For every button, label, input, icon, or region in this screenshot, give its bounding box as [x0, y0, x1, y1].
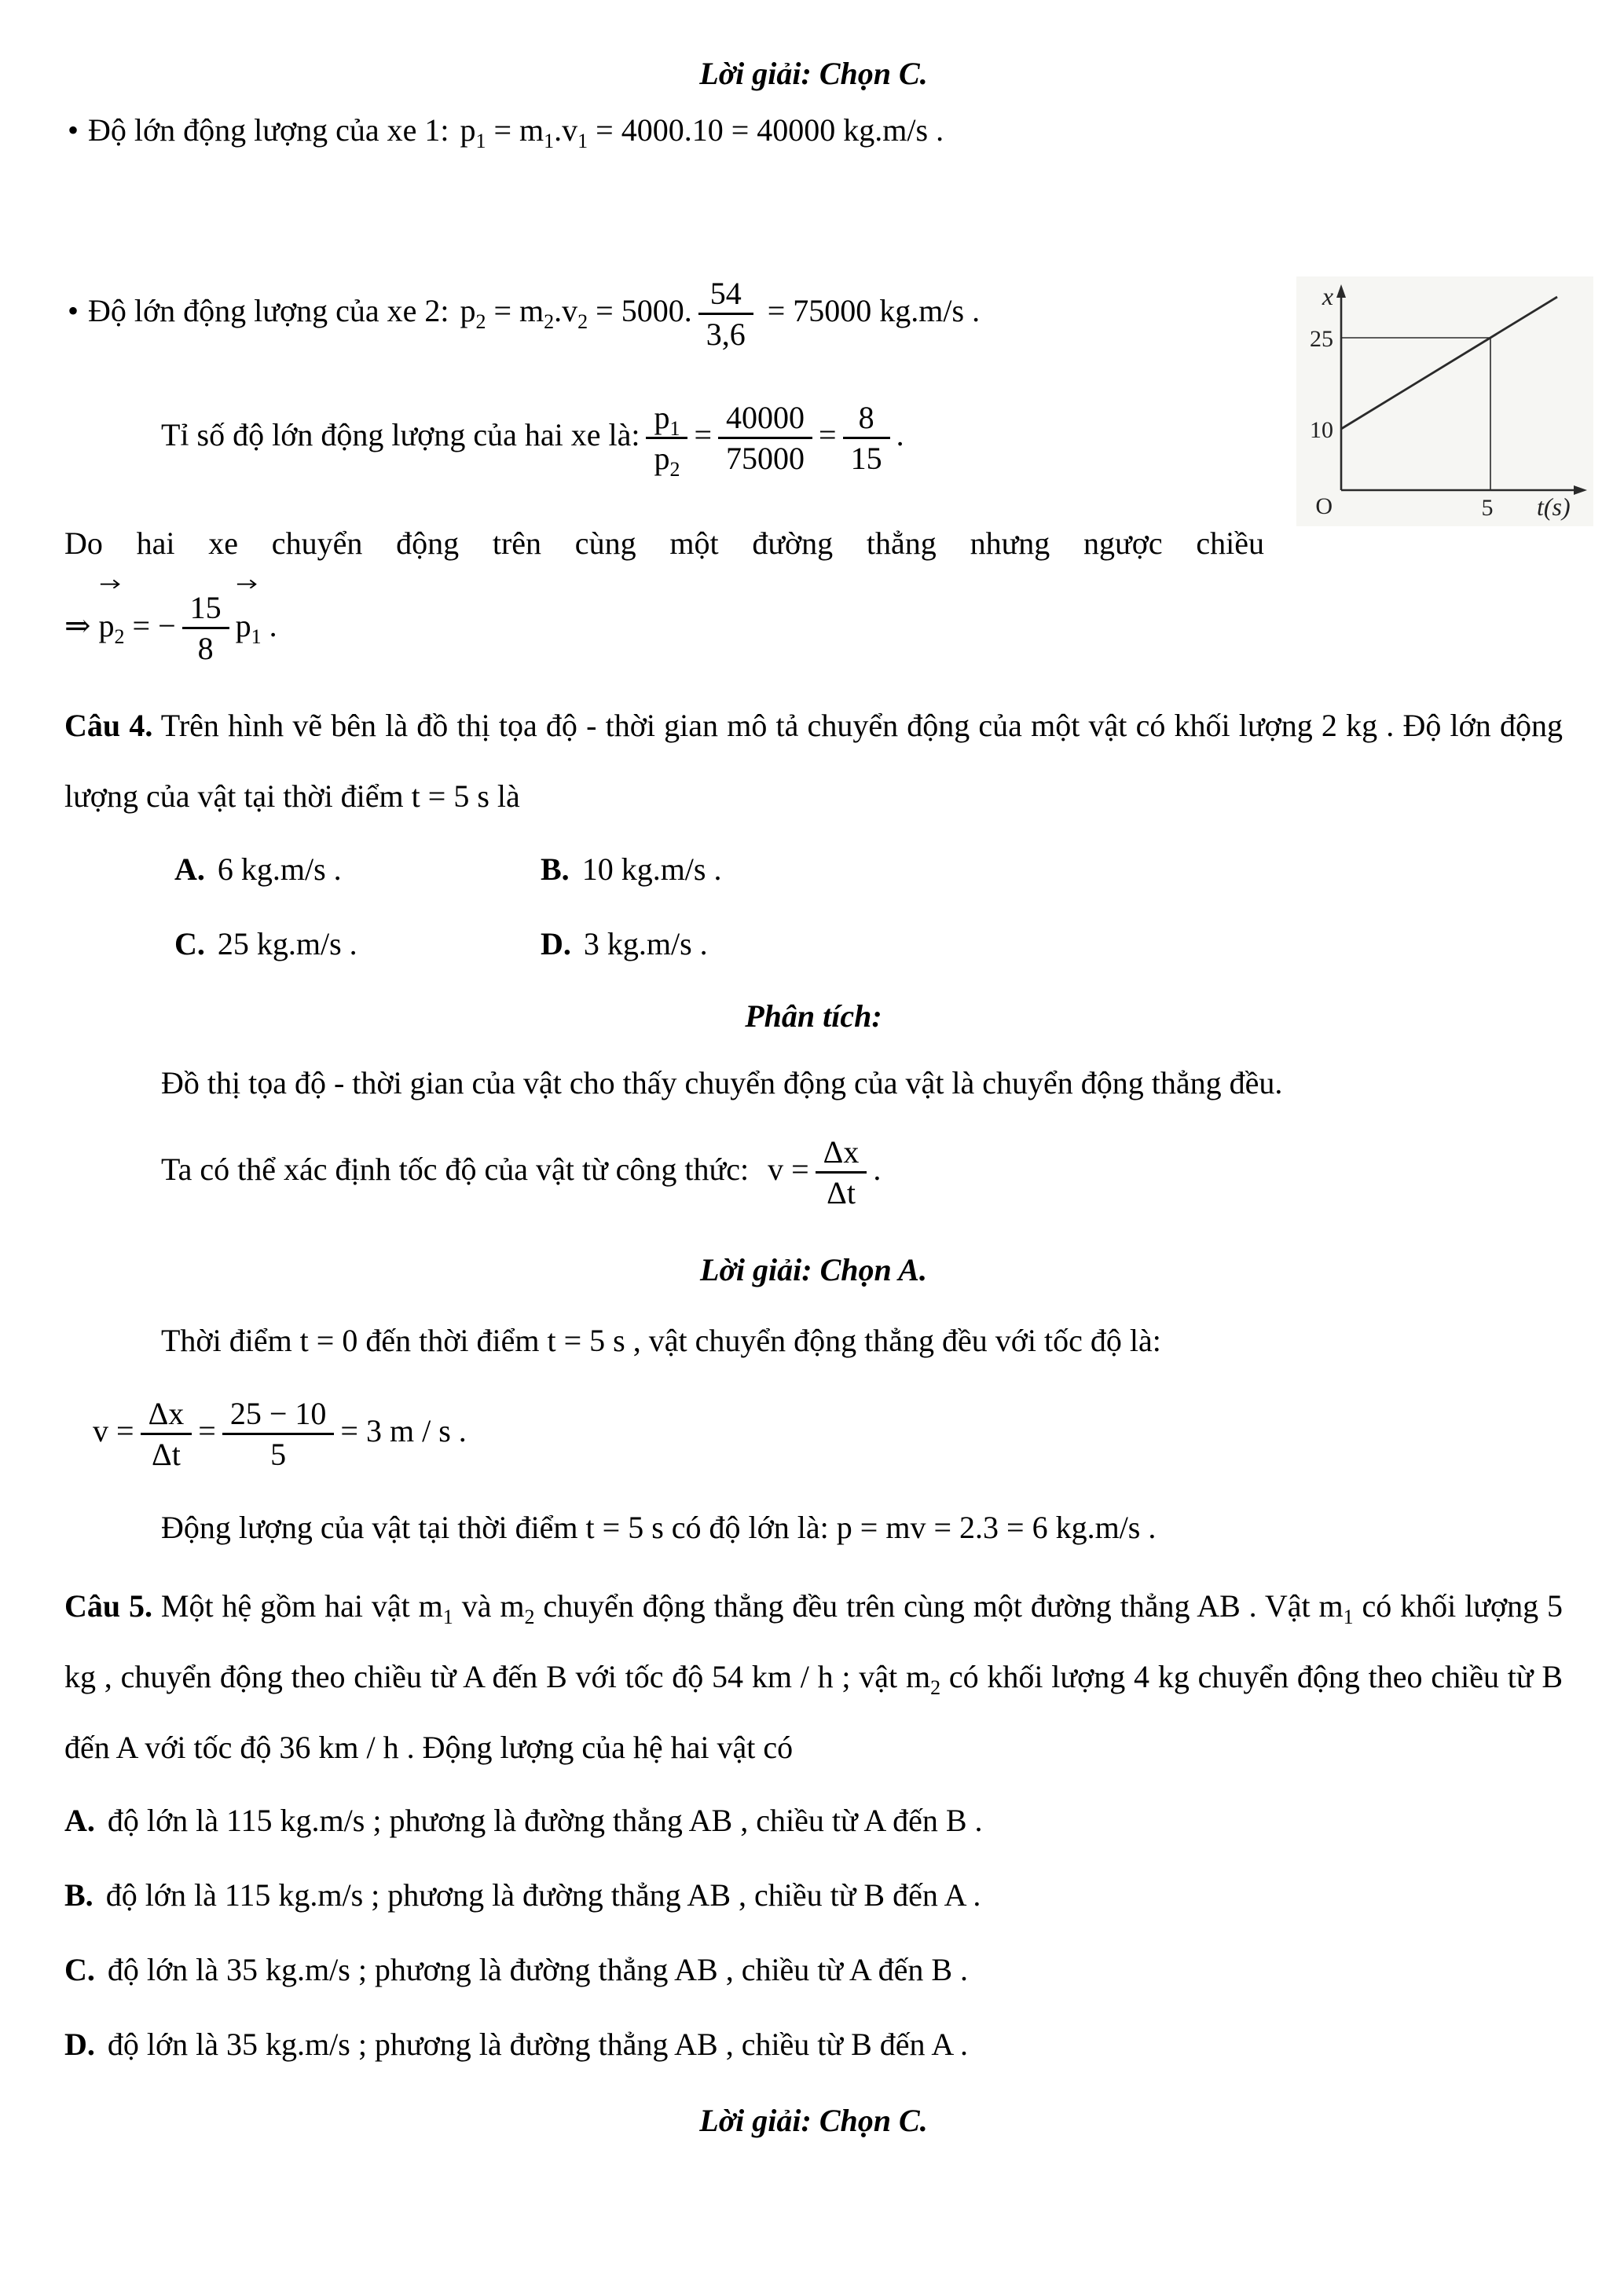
solution-a-formula — [64, 1392, 1563, 1473]
option-text: độ lớn là 35 kg.m/s ; phương là đường thẳng AB , chiều từ B đến A . — [107, 2027, 969, 2063]
solution-a-paragraph-1: Thời điểm t = 0 đến thời điểm t = 5 s , vật chuyển động thẳng đều với tốc độ là: — [161, 1323, 1161, 1359]
option-text: 25 kg.m/s . — [217, 926, 357, 962]
formula-term: = m — [486, 112, 544, 148]
bullet2-label: Độ lớn động lượng của xe 2: — [88, 293, 449, 328]
question-5-text: có khối lượng 4 kg chuyển động theo chiều từ B đến A với tốc độ 36 km / h . Động lượng của hệ hai vật có — [64, 1659, 1563, 1766]
opposite-direction-text: Do hai xe chuyển động trên cùng một đường thẳng nhưng ngược chiều — [64, 525, 1264, 561]
formula-term: = 3 m / s . — [340, 1413, 467, 1449]
solution-heading-a: Lời giải: Chọn A. — [700, 1252, 927, 1288]
formula-term: p — [654, 399, 670, 435]
formula-term: p — [98, 607, 115, 643]
question-4 — [64, 690, 1563, 832]
fraction — [843, 400, 890, 477]
option-text: 10 kg.m/s . — [581, 851, 722, 888]
ratio-label: Tỉ số độ lớn động lượng của hai xe là: — [161, 416, 640, 452]
q4-option-b — [541, 832, 1563, 906]
formula-term: = 75000 kg.m/s . — [759, 293, 981, 328]
motion-line — [1341, 297, 1557, 429]
t-axis-arrow-icon — [1574, 485, 1587, 495]
subscript: 1 — [544, 130, 555, 152]
option-key: D. — [541, 926, 571, 962]
y-tick-10: 10 — [1310, 417, 1333, 443]
equals-sign: = — [819, 416, 837, 452]
option-key: C. — [174, 926, 205, 962]
graph-canvas — [1296, 276, 1593, 526]
formula-term: p — [235, 607, 251, 643]
bullet2-formula — [460, 275, 981, 352]
formula-term: .v — [554, 293, 578, 328]
question-5-text: Một hệ gồm hai vật m — [152, 1588, 443, 1624]
fraction-denominator — [646, 437, 687, 481]
solution-heading-top: Lời giải: Chọn C. — [699, 56, 928, 91]
subscript: 1 — [1343, 1606, 1354, 1629]
period: . — [261, 607, 277, 643]
period: . — [896, 416, 904, 452]
x-axis-label: t(s) — [1537, 493, 1571, 521]
fraction-denominator: 15 — [843, 437, 890, 477]
equals-sign: = — [198, 1413, 216, 1449]
y-axis-label: x — [1322, 282, 1334, 310]
question-5-text: chuyển động thẳng đều trên cùng một đường thẳng AB . Vật m — [534, 1588, 1344, 1624]
formula-term: = 4000.10 = 40000 kg.m/s . — [588, 112, 944, 148]
analysis-heading: Phân tích: — [745, 998, 882, 1034]
fraction-denominator: 5 — [222, 1433, 335, 1473]
fraction — [718, 400, 812, 477]
q4-options — [64, 832, 1563, 981]
bullet-icon: • — [68, 112, 79, 148]
fraction-denominator: Δt — [141, 1433, 192, 1473]
fraction-numerator: 25 − 10 — [229, 1396, 327, 1432]
conclusion-line — [64, 587, 1563, 668]
option-text: độ lớn là 115 kg.m/s ; phương là đường thẳng AB , chiều từ A đến B . — [107, 1803, 983, 1839]
vector-arrow-icon — [100, 577, 120, 588]
solution-a-paragraph-2: Động lượng của vật tại thời điểm t = 5 s có độ lớn là: p = mv = 2.3 = 6 kg.m/s . — [161, 1510, 1157, 1546]
analysis-paragraph-2 — [64, 1130, 1563, 1211]
fraction — [698, 276, 753, 353]
fraction-numerator: 40000 — [726, 399, 805, 435]
q5-option-d — [64, 2007, 1563, 2082]
option-text: 3 kg.m/s . — [583, 926, 708, 962]
subscript: 1 — [577, 130, 588, 152]
formula-term: = − — [124, 607, 176, 643]
question-4-text: Trên hình vẽ bên là đồ thị tọa độ - thời gian mô tả chuyển động của một vật có khối lượng 2 kg . Độ lớn động lượng của vật tại thời điểm t = 5 s là — [64, 708, 1563, 815]
formula-term: p — [654, 440, 670, 476]
q5-option-c — [64, 1932, 1563, 2007]
q4-option-d — [541, 906, 1563, 981]
fraction-denominator: 3,6 — [698, 313, 753, 353]
analysis-formula-label: Ta có thể xác định tốc độ của vật từ công thức: — [161, 1152, 750, 1188]
option-key: D. — [64, 2027, 95, 2063]
option-key: B. — [64, 1877, 93, 1913]
fraction-denominator: 75000 — [718, 437, 812, 477]
q4-option-c — [174, 906, 541, 981]
subscript: 2 — [524, 1606, 535, 1629]
option-key: A. — [174, 851, 205, 888]
q5-option-b — [64, 1858, 1563, 1932]
subscript: 2 — [544, 310, 555, 333]
equals-sign: = — [694, 416, 712, 452]
y-axis-arrow-icon — [1336, 284, 1346, 298]
option-key: C. — [64, 1952, 95, 1988]
origin-label: O — [1315, 493, 1333, 519]
fraction-denominator: 8 — [182, 627, 229, 667]
fraction-numerator: 54 — [709, 275, 742, 311]
formula-term: = 5000. — [588, 293, 692, 328]
vector-p1 — [236, 587, 251, 665]
subscript: 1 — [669, 416, 680, 440]
formula-term: p — [460, 112, 476, 148]
subscript: 2 — [930, 1676, 941, 1700]
x-tick-5: 5 — [1481, 495, 1494, 521]
formula-term: p — [460, 293, 476, 328]
solution-heading-bottom: Lời giải: Chọn C. — [699, 2103, 928, 2139]
subscript: 2 — [669, 457, 680, 481]
subscript: 1 — [442, 1606, 453, 1629]
vector-arrow-icon — [236, 577, 257, 588]
question-5-label: Câu 5. — [64, 1588, 153, 1624]
fraction — [816, 1134, 867, 1211]
question-4-label: Câu 4. — [64, 708, 153, 744]
formula-term: v = — [93, 1413, 134, 1449]
subscript: 1 — [251, 624, 262, 648]
period: . — [873, 1152, 882, 1188]
formula-term: v = — [768, 1152, 809, 1188]
bullet-icon: • — [68, 293, 79, 328]
question-5-text: có khối lượng 5 kg , chuyển động theo chiều từ A đến B với tốc độ 54 km / h ; vật m — [64, 1588, 1564, 1695]
subscript: 2 — [475, 310, 486, 333]
subscript: 2 — [577, 310, 588, 333]
fraction-numerator: 8 — [858, 399, 874, 435]
y-tick-25: 25 — [1310, 326, 1333, 352]
implies-icon: ⇒ — [64, 607, 91, 643]
bullet1-formula — [460, 112, 944, 152]
fraction — [141, 1396, 192, 1473]
option-text: 6 kg.m/s . — [217, 851, 342, 888]
option-key: B. — [541, 851, 570, 888]
vector-p2 — [99, 587, 115, 665]
fraction-numerator — [646, 399, 687, 440]
q5-options — [64, 1783, 1563, 2082]
formula-term: .v — [554, 112, 578, 148]
analysis-paragraph-1: Đồ thị tọa độ - thời gian của vật cho thấy chuyển động của vật là chuyển động thẳng đều. — [161, 1065, 1283, 1101]
formula-term: = m — [486, 293, 544, 328]
fraction — [646, 399, 687, 481]
fraction-denominator: Δt — [816, 1171, 867, 1211]
q5-option-a — [64, 1783, 1563, 1858]
fraction — [182, 590, 229, 667]
fraction-numerator: Δx — [148, 1396, 185, 1432]
fraction-numerator: 15 — [189, 590, 222, 626]
subscript: 1 — [475, 130, 486, 152]
option-key: A. — [64, 1803, 95, 1839]
fraction-numerator: Δx — [823, 1134, 860, 1170]
option-text: độ lớn là 115 kg.m/s ; phương là đường thẳng AB , chiều từ B đến A . — [105, 1877, 981, 1913]
option-text: độ lớn là 35 kg.m/s ; phương là đường thẳng AB , chiều từ A đến B . — [107, 1952, 969, 1988]
bullet-car1-momentum — [64, 107, 1563, 154]
fraction — [222, 1396, 335, 1473]
question-5-text: và m — [453, 1588, 525, 1624]
subscript: 2 — [114, 624, 125, 648]
q4-option-a — [174, 832, 541, 906]
position-time-graph — [1296, 276, 1593, 526]
question-5 — [64, 1571, 1563, 1783]
bullet1-label: Độ lớn động lượng của xe 1: — [88, 112, 449, 148]
